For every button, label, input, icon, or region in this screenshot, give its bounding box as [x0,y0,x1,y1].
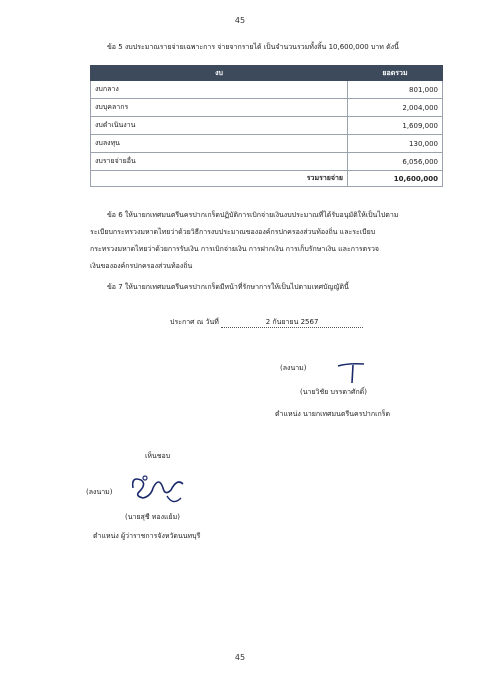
signature-mark [125,466,195,510]
row-label: งบบุคลากร [91,99,348,117]
approval-sign-label: (ลงนาม) [86,488,113,496]
row-amount: 801,000 [348,81,443,99]
clause-6-line-2: ระเบียบกระทรวงมหาดไทยว่าด้วยวิธีการงบประมาณขององค์กรปกครองส่วนท้องถิ่น และระเบียบ [90,228,376,236]
header-category: งบ [91,66,348,81]
table-row [91,153,443,171]
row-amount: 130,000 [348,135,443,153]
total-label: รวมรายจ่าย [91,171,348,187]
page-number-top: 45 [234,16,246,25]
table-row [91,81,443,99]
row-amount: 1,609,000 [348,117,443,135]
announcement-line [170,317,363,328]
row-label: งบดำเนินงาน [91,117,348,135]
budget-table [90,65,443,187]
header-amount: ยอดรวม [348,66,443,81]
row-label: งบกลาง [91,81,348,99]
signature-mark [334,356,370,386]
row-label: งบลงทุน [91,135,348,153]
clause-6-line-4: เงินขององค์กรปกครองส่วนท้องถิ่น [90,262,193,270]
approval-heading: เห็นชอบ [145,452,171,460]
clause-6-line-3: กระทรวงมหาดไทยว่าด้วยการรับเงิน การเบิกจ่ายเงิน การฝากเงิน การเก็บรักษาเงิน และการตรวจ [90,245,379,253]
row-amount: 2,004,000 [348,99,443,117]
approval-name: (นายสุชี ทองแย้ม) [125,513,180,521]
announcement-date: 2 กันยายน 2567 [221,317,363,328]
signer1-position: ตำแหน่ง นายกเทศมนตรีนครปากเกร็ด [275,410,391,418]
signer1-sign-label: (ลงนาม) [280,364,307,372]
clause-5-text: ข้อ 5 งบประมาณรายจ่ายเฉพาะการ จ่ายจากรายได้ เป็นจำนวนรวมทั้งสิ้น 10,600,000 บาท ดังนี้ [107,43,399,51]
table-header-row [91,66,443,81]
approval-position: ตำแหน่ง ผู้ว่าราชการจังหวัดนนทบุรี [93,532,201,540]
announcement-prefix: ประกาศ ณ วันที่ [170,318,219,326]
page-number-bottom: 45 [234,653,246,662]
table-row [91,99,443,117]
row-label: งบรายจ่ายอื่น [91,153,348,171]
total-amount: 10,600,000 [348,171,443,187]
table-total-row [91,171,443,187]
row-amount: 6,056,000 [348,153,443,171]
table-row [91,135,443,153]
clause-6-line-1: ข้อ 6 ให้นายกเทศมนตรีนครปากเกร็ดปฏิบัติการเบิกจ่ายเงินงบประมาณที่ได้รับอนุมัติให้เป็นไปตาม [107,211,399,219]
clause-7-text: ข้อ 7 ให้นายกเทศมนตรีนครปากเกร็ดมีหน้าที่รักษาการให้เป็นไปตามเทศบัญญัตินี้ [107,283,349,291]
signer1-name: (นายวิชัย บรรดาศักดิ์) [300,388,367,396]
table-row [91,117,443,135]
